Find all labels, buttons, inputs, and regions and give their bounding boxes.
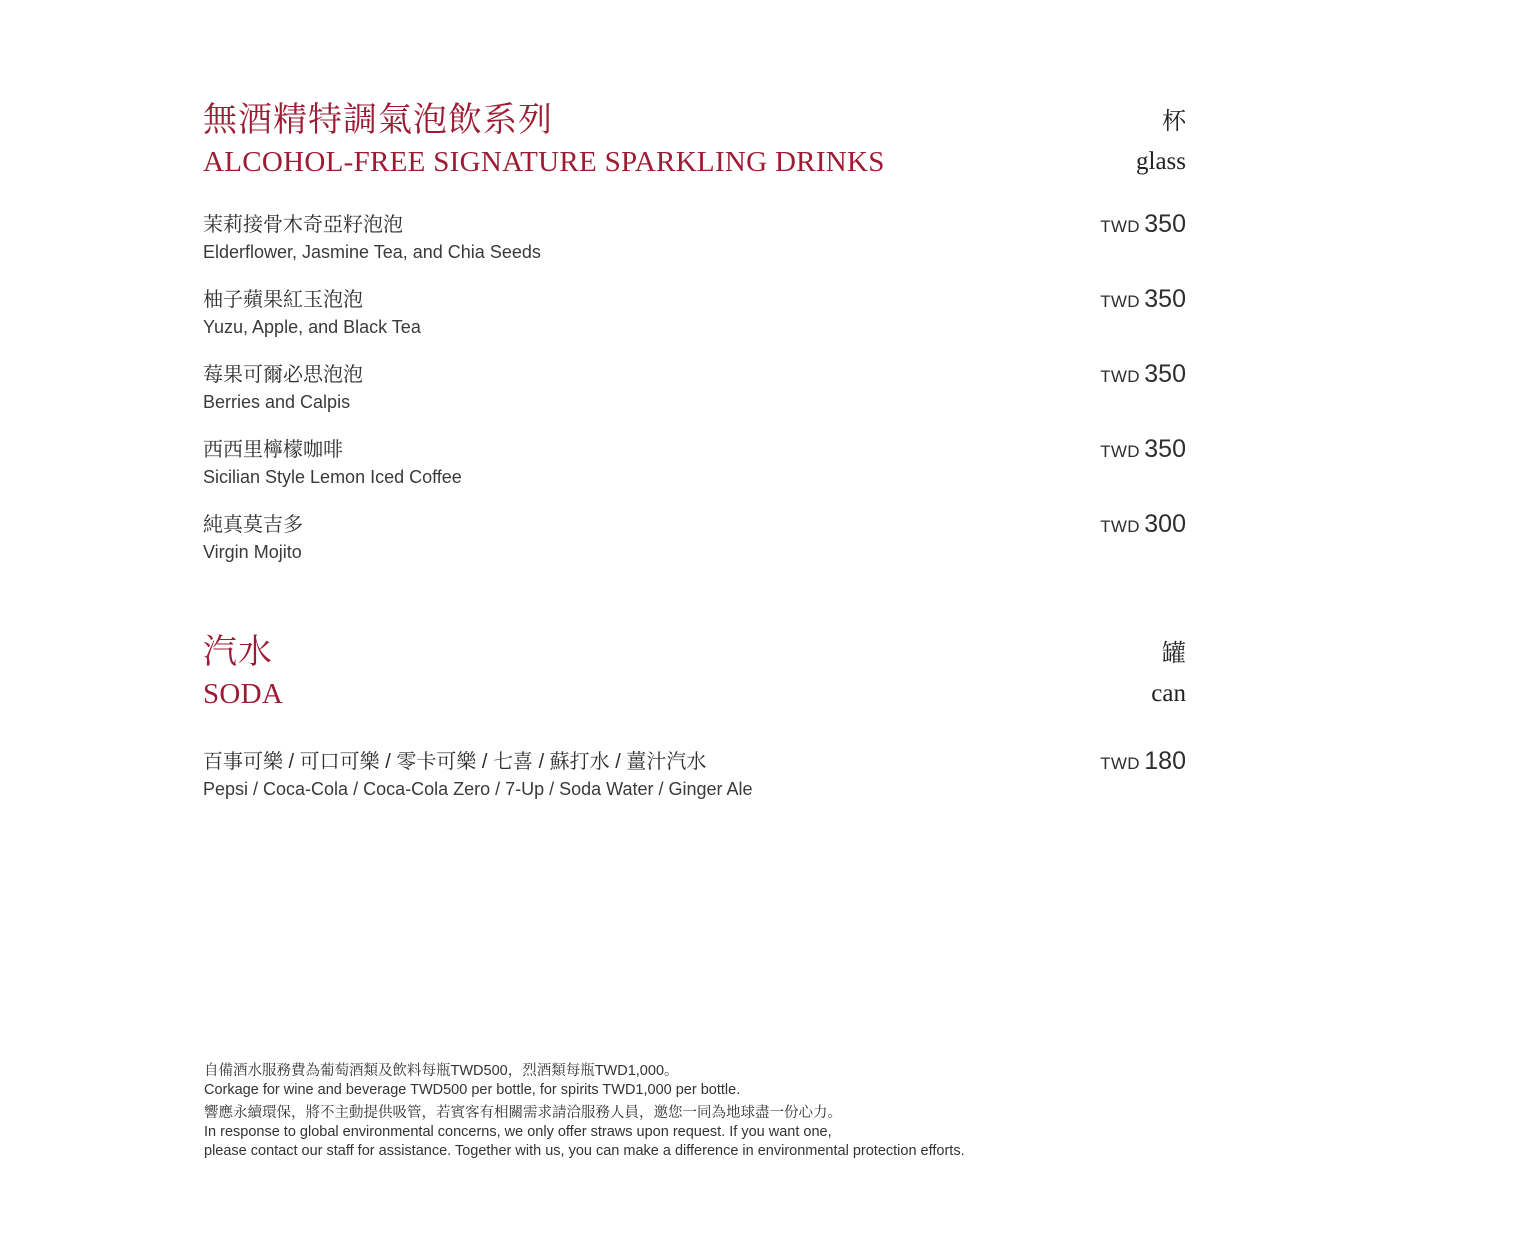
- straw-note-zh: 響應永續環保，將不主動提供吸管，若賓客有相關需求請洽服務人員，邀您一同為地球盡一份心力。: [204, 1105, 842, 1121]
- unit-label-zh: 罐: [1162, 639, 1186, 667]
- corkage-note-zh: 自備酒水服務費為葡萄酒類及飲料每瓶TWD500，烈酒類每瓶TWD1,000。: [204, 1063, 679, 1079]
- menu-item: [203, 437, 1188, 497]
- section-sparkling-drinks: [203, 100, 1188, 562]
- item-name-zh: 百事可樂 / 可口可樂 / 零卡可樂 / 七喜 / 蘇打水 / 薑汁汽水: [203, 751, 707, 773]
- menu-item: [203, 287, 1188, 347]
- item-name-zh: 莓果可爾必思泡泡: [203, 364, 363, 386]
- section-title-en: SODA: [203, 678, 284, 710]
- price-amount: 350: [1144, 210, 1186, 238]
- item-name-zh: 西西里檸檬咖啡: [203, 439, 343, 461]
- price-currency: TWD: [1100, 292, 1140, 311]
- item-price: [1100, 360, 1186, 389]
- item-name-en: Virgin Mojito: [203, 542, 302, 562]
- price-currency: TWD: [1100, 754, 1140, 773]
- menu-item: [203, 749, 1188, 809]
- item-name-zh: 純真莫吉多: [203, 514, 303, 536]
- unit-label-en: can: [1151, 680, 1186, 707]
- price-currency: TWD: [1100, 442, 1140, 461]
- item-name-en: Yuzu, Apple, and Black Tea: [203, 317, 421, 337]
- straw-note-en-line2: please contact our staff for assistance. Together with us, you can make a difference in environmental protection efforts.: [204, 1143, 965, 1159]
- menu-item: [203, 512, 1188, 572]
- menu-item: [203, 362, 1188, 422]
- item-name-en: Sicilian Style Lemon Iced Coffee: [203, 467, 462, 487]
- price-amount: 300: [1144, 510, 1186, 538]
- footer-notes: [204, 1062, 1204, 1161]
- section-soda: [203, 632, 1188, 799]
- item-name-en: Pepsi / Coca-Cola / Coca-Cola Zero / 7-Up / Soda Water / Ginger Ale: [203, 779, 753, 799]
- section-title-zh: 無酒精特調氣泡飲系列: [203, 100, 553, 140]
- item-name-en: Elderflower, Jasmine Tea, and Chia Seeds: [203, 242, 541, 262]
- price-currency: TWD: [1100, 517, 1140, 536]
- item-name-en: Berries and Calpis: [203, 392, 351, 412]
- price-amount: 180: [1144, 747, 1186, 775]
- unit-label-en: glass: [1136, 148, 1186, 175]
- price-amount: 350: [1144, 285, 1186, 313]
- price-amount: 350: [1144, 360, 1186, 388]
- item-price: [1100, 435, 1186, 464]
- straw-note-en-line1: In response to global environmental concerns, we only offer straws upon request. If you want one,: [204, 1124, 832, 1140]
- section-header: [203, 632, 1188, 722]
- section-title-zh: 汽水: [203, 632, 273, 672]
- section-header: [203, 100, 1188, 190]
- unit-label-zh: 杯: [1162, 107, 1186, 135]
- price-currency: TWD: [1100, 217, 1140, 236]
- item-price: [1100, 285, 1186, 314]
- item-price: [1100, 210, 1186, 239]
- section-title-en: ALCOHOL-FREE SIGNATURE SPARKLING DRINKS: [203, 146, 885, 178]
- menu-item: [203, 212, 1188, 272]
- price-currency: TWD: [1100, 367, 1140, 386]
- item-name-zh: 茉莉接骨木奇亞籽泡泡: [203, 214, 403, 236]
- price-amount: 350: [1144, 435, 1186, 463]
- item-price: [1100, 747, 1186, 776]
- item-name-zh: 柚子蘋果紅玉泡泡: [203, 289, 363, 311]
- item-price: [1100, 510, 1186, 539]
- corkage-note-en: Corkage for wine and beverage TWD500 per bottle, for spirits TWD1,000 per bottle.: [204, 1082, 741, 1098]
